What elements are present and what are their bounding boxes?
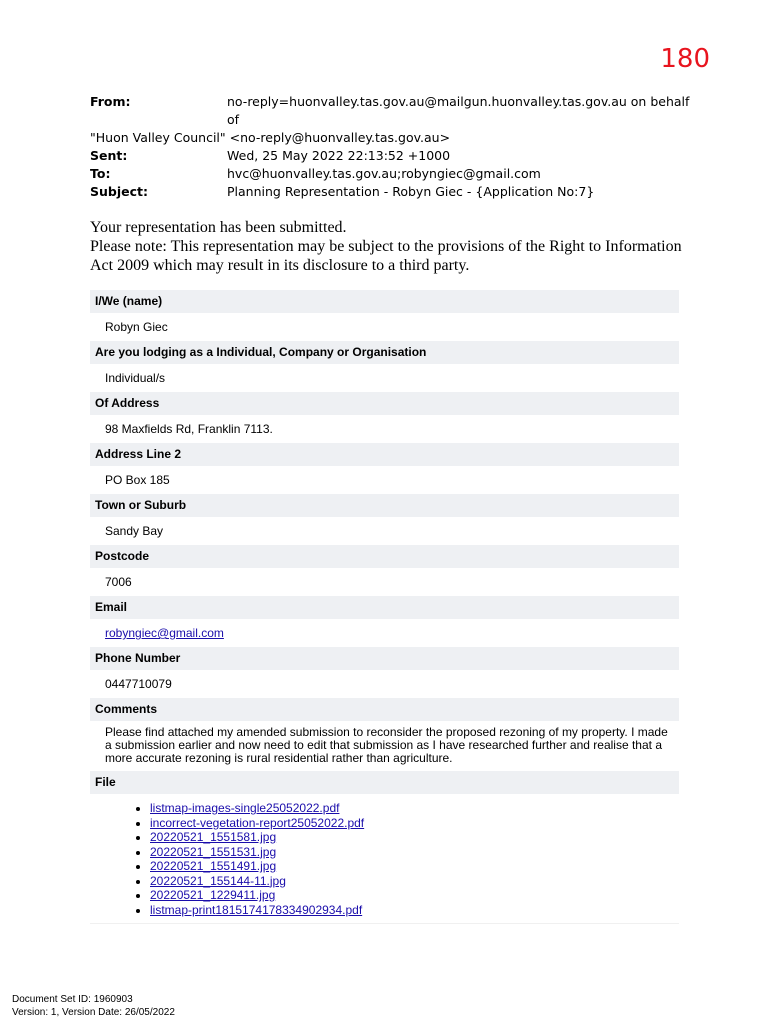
version-info: Version: 1, Version Date: 26/05/2022: [12, 1007, 175, 1018]
address2-label: Address Line 2: [90, 443, 679, 466]
email-link[interactable]: robyngiec@gmail.com: [105, 626, 224, 640]
comments-value: Please find attached my amended submission to reconsider the proposed rezoning of my property. I made a submission earlier and now need to edit that submission as I have researched further and realise that a more accurate rezoning is rural residential rather than agriculture.: [105, 725, 668, 765]
phone-label: Phone Number: [90, 647, 679, 670]
name-label: I/We (name): [90, 290, 679, 313]
lodging-label: Are you lodging as a Individual, Company or Organisation: [90, 341, 679, 364]
postcode-value: 7006: [105, 575, 132, 589]
file-item: [150, 816, 679, 831]
to-value: hvc@huonvalley.tas.gov.au;robyngiec@gmail.com: [227, 166, 541, 181]
file-item: [150, 801, 679, 816]
file-item: [150, 903, 679, 918]
subject-row: [90, 183, 690, 201]
sent-row: [90, 147, 690, 165]
file-link[interactable]: 20220521_155144-11.jpg: [150, 873, 286, 888]
town-value: Sandy Bay: [105, 524, 164, 538]
file-item: [150, 845, 679, 860]
lodging-value: Individual/s: [105, 371, 166, 385]
name-value: Robyn Giec: [105, 320, 168, 334]
from-cont-value: "Huon Valley Council" <no-reply@huonvalley.tas.gov.au>: [90, 130, 451, 145]
to-label: To:: [90, 166, 111, 181]
file-link[interactable]: listmap-images-single25052022.pdf: [150, 801, 340, 815]
subject-label: Subject:: [90, 184, 148, 199]
file-item: [150, 874, 679, 889]
comments-label: Comments: [90, 698, 679, 721]
file-item: [150, 859, 679, 874]
notice-line-1: Your representation has been submitted.: [90, 219, 347, 236]
email-label: Email: [90, 596, 679, 619]
representation-form: [90, 290, 679, 924]
file-link[interactable]: 20220521_1551581.jpg: [150, 830, 277, 844]
to-row: [90, 165, 690, 183]
file-item: [150, 830, 679, 845]
file-label: File: [90, 771, 679, 794]
page-number: 180: [660, 44, 710, 74]
from-label: From:: [90, 94, 131, 109]
from-value: no-reply=huonvalley.tas.gov.au@mailgun.huonvalley.tas.gov.au on behalf of: [227, 94, 690, 127]
file-link[interactable]: 20220521_1229411.jpg: [150, 888, 276, 902]
submission-notice: [90, 218, 690, 275]
sent-label: Sent:: [90, 148, 128, 163]
from-row: [90, 93, 690, 129]
phone-value: 0447710079: [105, 677, 172, 691]
town-label: Town or Suburb: [90, 494, 679, 517]
from-cont-row: [90, 129, 690, 147]
file-link[interactable]: 20220521_1551491.jpg: [150, 859, 277, 873]
document-set-id: Document Set ID: 1960903: [12, 994, 133, 1005]
notice-line-2: Please note: This representation may be subject to the provisions of the Right to Information Act 2009 which may result in its disclosure to a third party.: [90, 238, 682, 274]
document-footer: [12, 993, 175, 1019]
file-item: [150, 888, 679, 903]
file-link[interactable]: incorrect-vegetation-report25052022.pdf: [150, 815, 365, 830]
email-value-row: [90, 619, 679, 647]
address2-value: PO Box 185: [105, 473, 170, 487]
address-label: Of Address: [90, 392, 679, 415]
address-value: 98 Maxfields Rd, Franklin 7113.: [105, 422, 273, 436]
file-link[interactable]: 20220521_1551531.jpg: [150, 844, 277, 859]
subject-value: Planning Representation - Robyn Giec - {Application No:7}: [227, 184, 595, 199]
file-list: [90, 794, 679, 923]
file-link[interactable]: listmap-print1815174178334902934.pdf: [150, 902, 363, 917]
email-header: [90, 93, 690, 201]
sent-value: Wed, 25 May 2022 22:13:52 +1000: [227, 148, 451, 163]
postcode-label: Postcode: [90, 545, 679, 568]
